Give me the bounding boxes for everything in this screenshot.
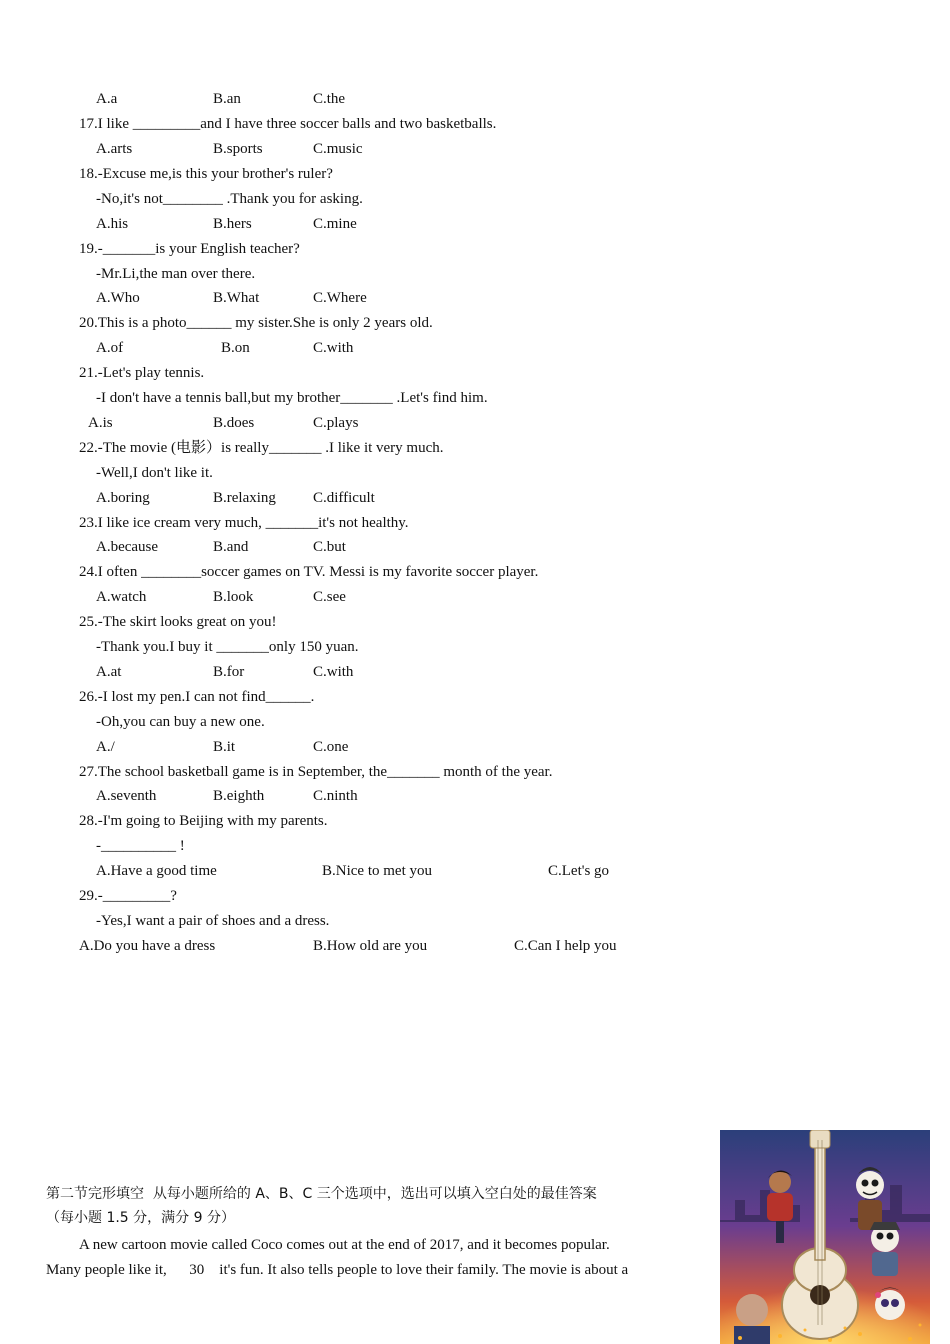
q20-stem: 20.This is a photo______ my sister.She is only 2 years old.	[79, 315, 433, 331]
q26-option-b: B.it	[213, 739, 236, 755]
q29-option-a: A.Do you have a dress	[79, 938, 216, 954]
q28-reply: -__________ !	[96, 838, 185, 854]
q23-stem: 23.I like ice cream very much, _______it's not healthy.	[79, 515, 409, 531]
q26-reply: -Oh,you can buy a new one.	[96, 714, 265, 730]
movie-poster-image	[720, 1130, 930, 1344]
q17-option-b: B.sports	[213, 141, 263, 157]
q25-option-b: B.for	[213, 664, 245, 680]
q29-stem: 29.-_________?	[79, 888, 177, 904]
q23-option-a: A.because	[96, 539, 159, 555]
q24-option-a: A.watch	[96, 589, 147, 605]
q26-stem: 26.-I lost my pen.I can not find______.	[79, 689, 315, 705]
q17-stem: 17.I like _________and I have three soccer balls and two basketballs.	[79, 116, 497, 132]
q22-option-a: A.boring	[96, 490, 150, 506]
q25-option-a: A.at	[96, 664, 122, 680]
q18-option-b: B.hers	[213, 216, 252, 232]
q27-stem: 27.The school basketball game is in September, the_______ month of the year.	[79, 764, 553, 780]
q16-option-a: A.a	[96, 91, 118, 107]
section2-heading-score: （每小题 1.5 分，满分 9 分）	[46, 1210, 235, 1226]
q21-option-b: B.does	[213, 415, 255, 431]
q20-option-c: C.with	[313, 340, 354, 356]
q29-option-b: B.How old are you	[313, 938, 428, 954]
cloze-paragraph-line-1: A new cartoon movie called Coco comes out at the end of 2017, and it becomes popular.	[79, 1237, 610, 1253]
q18-option-c: C.mine	[313, 216, 357, 232]
section2-heading: 第二节完形填空 从每小题所给的 A、B、C 三个选项中，选出可以填入空白处的最佳答案	[46, 1186, 597, 1202]
q18-reply: -No,it's not________ .Thank you for asking.	[96, 191, 363, 207]
q19-reply: -Mr.Li,the man over there.	[96, 266, 256, 282]
q23-option-b: B.and	[213, 539, 249, 555]
q24-option-c: C.see	[313, 589, 346, 605]
q16-option-b: B.an	[213, 91, 241, 107]
q28-stem: 28.-I'm going to Beijing with my parents.	[79, 813, 328, 829]
q16-option-c: C.the	[313, 91, 346, 107]
q21-stem: 21.-Let's play tennis.	[79, 365, 205, 381]
q19-option-a: A.Who	[96, 290, 140, 306]
q25-reply: -Thank you.I buy it _______only 150 yuan.	[96, 639, 359, 655]
q22-option-b: B.relaxing	[213, 490, 276, 506]
q23-option-c: C.but	[313, 539, 346, 555]
q19-stem: 19.-_______is your English teacher?	[79, 241, 300, 257]
q22-stem: 22.-The movie (电影）is really_______ .I like it very much.	[79, 440, 444, 456]
q20-option-a: A.of	[96, 340, 124, 356]
q18-stem: 18.-Excuse me,is this your brother's ruler?	[79, 166, 333, 182]
q26-option-c: C.one	[313, 739, 349, 755]
q19-option-c: C.Where	[313, 290, 367, 306]
q18-option-a: A.his	[96, 216, 129, 232]
q17-option-c: C.music	[313, 141, 363, 157]
q21-option-c: C.plays	[313, 415, 359, 431]
q27-option-b: B.eighth	[213, 788, 265, 804]
q24-stem: 24.I often ________soccer games on TV. Messi is my favorite soccer player.	[79, 564, 539, 580]
q21-option-a: A.is	[88, 415, 113, 431]
q17-option-a: A.arts	[96, 141, 133, 157]
q28-option-b: B.Nice to met you	[322, 863, 432, 879]
q27-option-a: A.seventh	[96, 788, 157, 804]
cloze-paragraph-line-2: Many people like it, 30 it's fun. It also tells people to love their family. The movie is about a	[46, 1262, 629, 1278]
q24-option-b: B.look	[213, 589, 254, 605]
q27-option-c: C.ninth	[313, 788, 358, 804]
q19-option-b: B.What	[213, 290, 260, 306]
q22-option-c: C.difficult	[313, 490, 375, 506]
q29-option-c: C.Can I help you	[514, 938, 617, 954]
q26-option-a: A./	[96, 739, 115, 755]
q25-stem: 25.-The skirt looks great on you!	[79, 614, 277, 630]
q20-option-b: B.on	[221, 340, 250, 356]
q29-reply: -Yes,I want a pair of shoes and a dress.	[96, 913, 330, 929]
q28-option-c: C.Let's go	[548, 863, 610, 879]
q21-reply: -I don't have a tennis ball,but my brother_______ .Let's find him.	[96, 390, 488, 406]
q25-option-c: C.with	[313, 664, 354, 680]
q28-option-a: A.Have a good time	[96, 863, 217, 879]
q22-reply: -Well,I don't like it.	[96, 465, 213, 481]
